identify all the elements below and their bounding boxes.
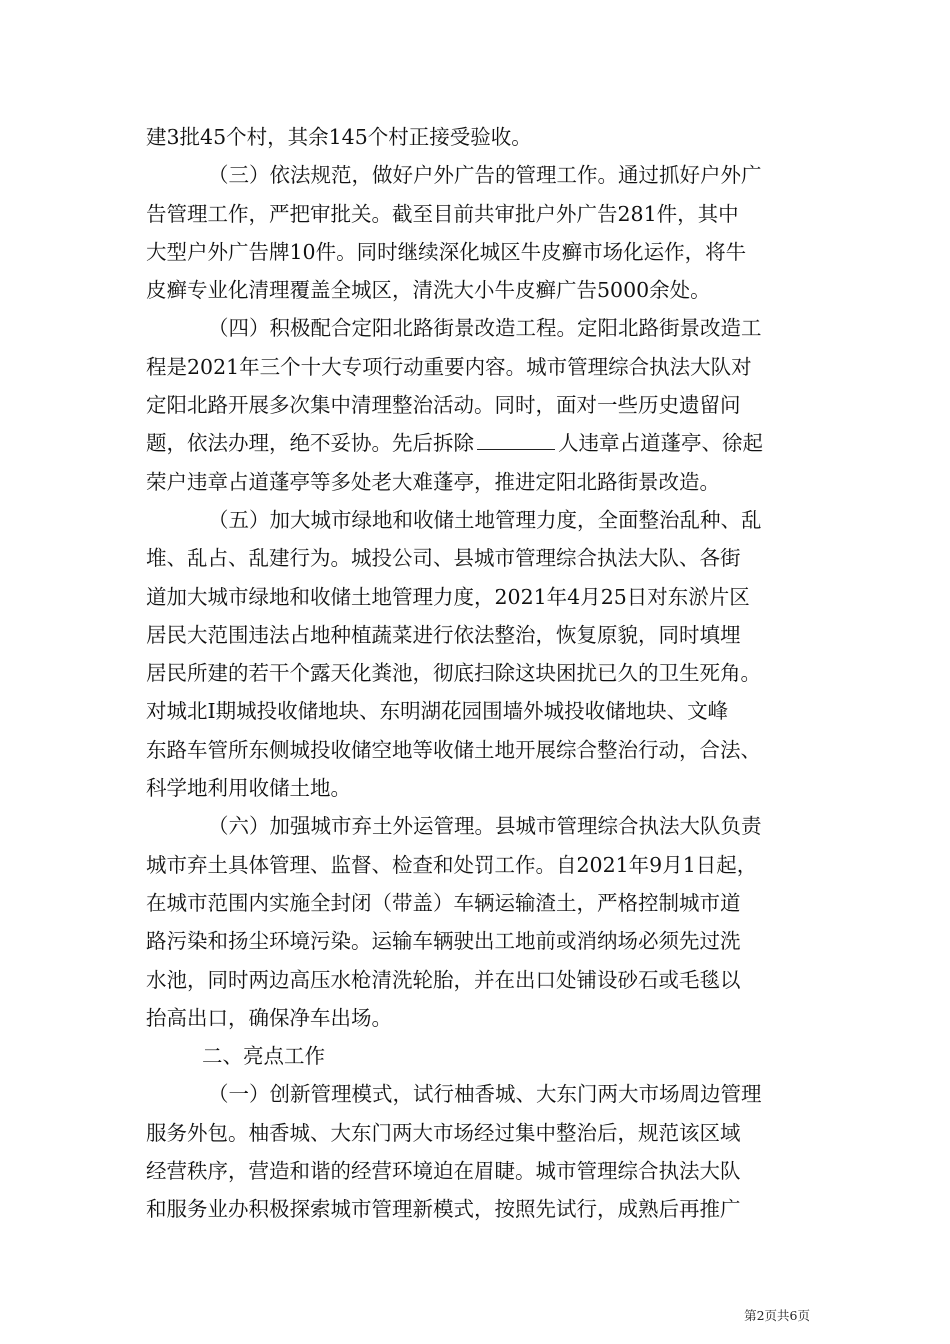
text-line: 和服务业办积极探索城市管理新模式，按照先试行，成熟后再推广: [146, 1197, 741, 1222]
text-line: 路污染和扬尘环境污染。运输车辆驶出工地前或消纳场必须先过洗: [146, 929, 741, 954]
text-line: 定阳北路开展多次集中清理整治活动。同时，面对一些历史遗留问: [146, 393, 741, 418]
text-line: 抬高出口，确保净车出场。: [146, 1005, 392, 1030]
fill-in-blank: [477, 427, 555, 450]
text-line: 在城市范围内实施全封闭（带盖）车辆运输渣土，严格控制城市道: [146, 890, 741, 915]
page-number: 第2页共6页: [744, 1308, 810, 1323]
text-line: 道加大城市绿地和收储土地管理力度，2021年4月25日对东淤片区: [146, 584, 750, 609]
paragraph-start-line: （六）加强城市弃土外运管理。县城市管理综合执法大队负责: [208, 814, 762, 839]
text-line: 对城北Ⅰ期城投收储地块、东明湖花园围墙外城投收储地块、文峰: [146, 699, 729, 724]
paragraph-start-line: （三）依法规范，做好户外广告的管理工作。通过抓好户外广: [208, 163, 762, 188]
text-line: 经营秩序，营造和谐的经营环境迫在眉睫。城市管理综合执法大队: [146, 1159, 741, 1184]
text-line: 程是2021年三个十大专项行动重要内容。城市管理综合执法大队对: [146, 354, 752, 379]
paragraph-start-line: （五）加大城市绿地和收储土地管理力度，全面整治乱种、乱: [208, 507, 762, 532]
text-after-blank: 人违章占道蓬亭、徐起: [558, 431, 763, 456]
text-line: 告管理工作，严把审批关。截至目前共审批户外广告281件，其中: [146, 201, 739, 226]
text-line: 东路车管所东侧城投收储空地等收储土地开展综合整治行动，合法、: [146, 737, 761, 762]
paragraph-start-line: （四）积极配合定阳北路街景改造工程。定阳北路街景改造工: [208, 316, 762, 341]
text-line: 城市弃土具体管理、监督、检查和处罚工作。自2021年9月1日起，: [146, 852, 758, 877]
text-line: 居民大范围违法占地种植蔬菜进行依法整治，恢复原貌，同时填埋: [146, 622, 741, 647]
text-line: 水池，同时两边高压水枪清洗轮胎，并在出口处铺设砂石或毛毯以: [146, 967, 741, 992]
text-line: 建3批45个村，其余145个村正接受验收。: [146, 125, 532, 149]
text-line: 荣户违章占道蓬亭等多处老大难蓬亭，推进定阳北路街景改造。: [146, 469, 720, 494]
text-line: 大型户外广告牌10件。同时继续深化城区牛皮癣市场化运作，将牛: [146, 239, 747, 264]
paragraph-start-line: （一）创新管理模式，试行柚香城、大东门两大市场周边管理: [208, 1082, 762, 1107]
text-line-with-blank: [146, 424, 810, 462]
text-line: 堆、乱占、乱建行为。城投公司、县城市管理综合执法大队、各街: [146, 546, 741, 571]
text-line: 科学地利用收储土地。: [146, 776, 351, 801]
text-before-blank: 题，依法办理，绝不妥协。先后拆除: [146, 431, 474, 456]
document-body: [146, 118, 810, 1229]
section-heading: 二、亮点工作: [202, 1044, 325, 1069]
text-line: 居民所建的若干个露天化粪池，彻底扫除这块困扰已久的卫生死角。: [146, 661, 761, 686]
text-line: 服务外包。柚香城、大东门两大市场经过集中整治后，规范该区域: [146, 1120, 741, 1145]
text-line: 皮癣专业化清理覆盖全城区，清洗大小牛皮癣广告5000余处。: [146, 278, 711, 303]
